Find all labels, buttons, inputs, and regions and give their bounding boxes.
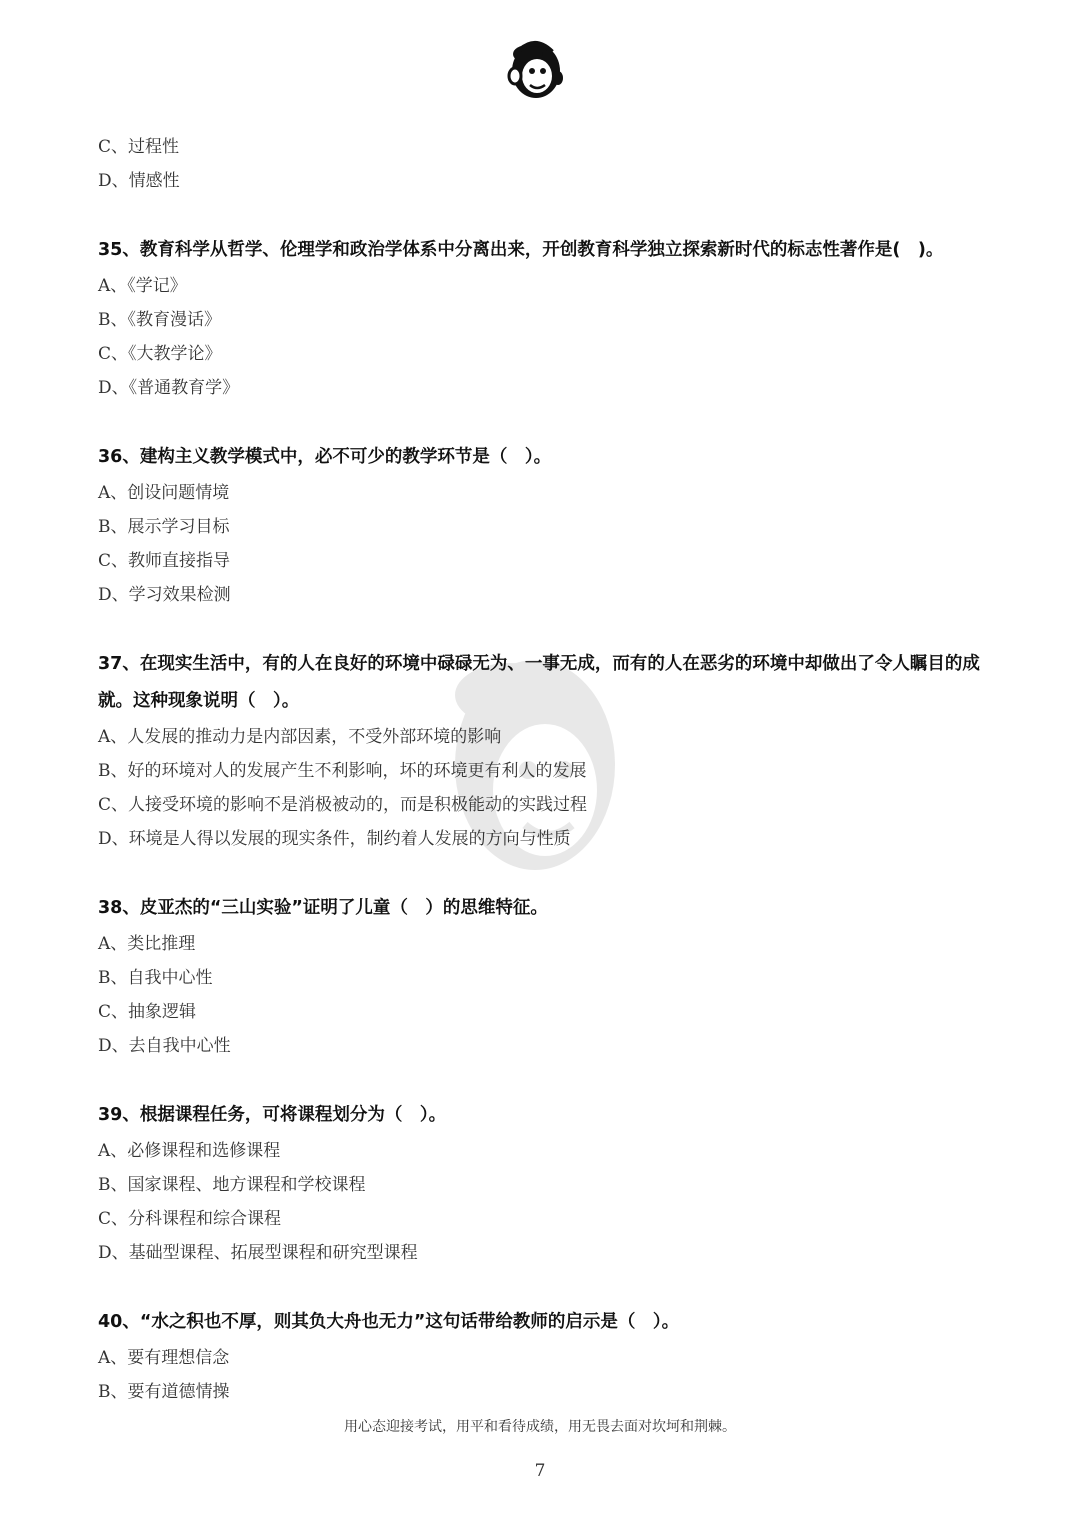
page-number: 7 [534,1461,546,1481]
option-c: C、《大教学论》 [98,344,222,364]
monkey-logo-icon [506,38,566,100]
question-39 [98,1097,998,1270]
option-d: D、基础型课程、拓展型课程和研究型课程 [98,1243,418,1263]
question-36 [98,439,998,612]
option-a: A、类比推理 [98,934,196,954]
option-c: C、抽象逻辑 [98,1002,197,1022]
option-c-prev: C、过程性 [98,137,180,157]
option-d: D、环境是人得以发展的现实条件，制约着人发展的方向与性质 [98,829,571,849]
question-title: 39、根据课程任务，可将课程划分为（ ）。 [98,1105,447,1125]
option-b: B、好的环境对人的发展产生不利影响，坏的环境更有利人的发展 [98,761,587,781]
option-b: B、国家课程、地方课程和学校课程 [98,1175,366,1195]
question-title: 36、建构主义教学模式中，必不可少的教学环节是（ ）。 [98,447,552,467]
option-a: A、要有理想信念 [98,1348,230,1368]
question-title: 35、教育科学从哲学、伦理学和政治学体系中分离出来，开创教育科学独立探索新时代的标志性著作是( )。 [98,240,944,260]
option-d: D、《普通教育学》 [98,378,240,398]
option-a: A、《学记》 [98,276,187,296]
question-38 [98,890,998,1063]
question-list [98,130,998,1409]
option-c: C、人接受环境的影响不是消极被动的，而是积极能动的实践过程 [98,795,588,815]
option-b: B、自我中心性 [98,968,213,988]
option-d: D、去自我中心性 [98,1036,231,1056]
option-a: A、人发展的推动力是内部因素，不受外部环境的影响 [98,727,502,747]
question-title: 40、“水之积也不厚，则其负大舟也无力”这句话带给教师的启示是（ ）。 [98,1312,680,1332]
option-c: C、分科课程和综合课程 [98,1209,282,1229]
question-title: 37、在现实生活中，有的人在良好的环境中碌碌无为、一事无成，而有的人在恶劣的环境中却做出了令人瞩目的成就。这种现象说明（ ）。 [98,654,980,711]
option-b: B、《教育漫话》 [98,310,221,330]
option-b: B、展示学习目标 [98,517,230,537]
option-a: A、创设问题情境 [98,483,230,503]
option-d-prev: D、情感性 [98,171,180,191]
question-title: 38、皮亚杰的“三山实验”证明了儿童（ ）的思维特征。 [98,898,548,918]
question-40 [98,1304,998,1409]
option-d: D、学习效果检测 [98,585,231,605]
footer-motto: 用心态迎接考试，用平和看待成绩，用无畏去面对坎坷和荆棘。 [344,1419,736,1435]
question-37 [98,646,998,856]
option-a: A、必修课程和选修课程 [98,1141,281,1161]
option-c: C、教师直接指导 [98,551,231,571]
option-b: B、要有道德情操 [98,1382,230,1402]
question-35 [98,232,998,405]
